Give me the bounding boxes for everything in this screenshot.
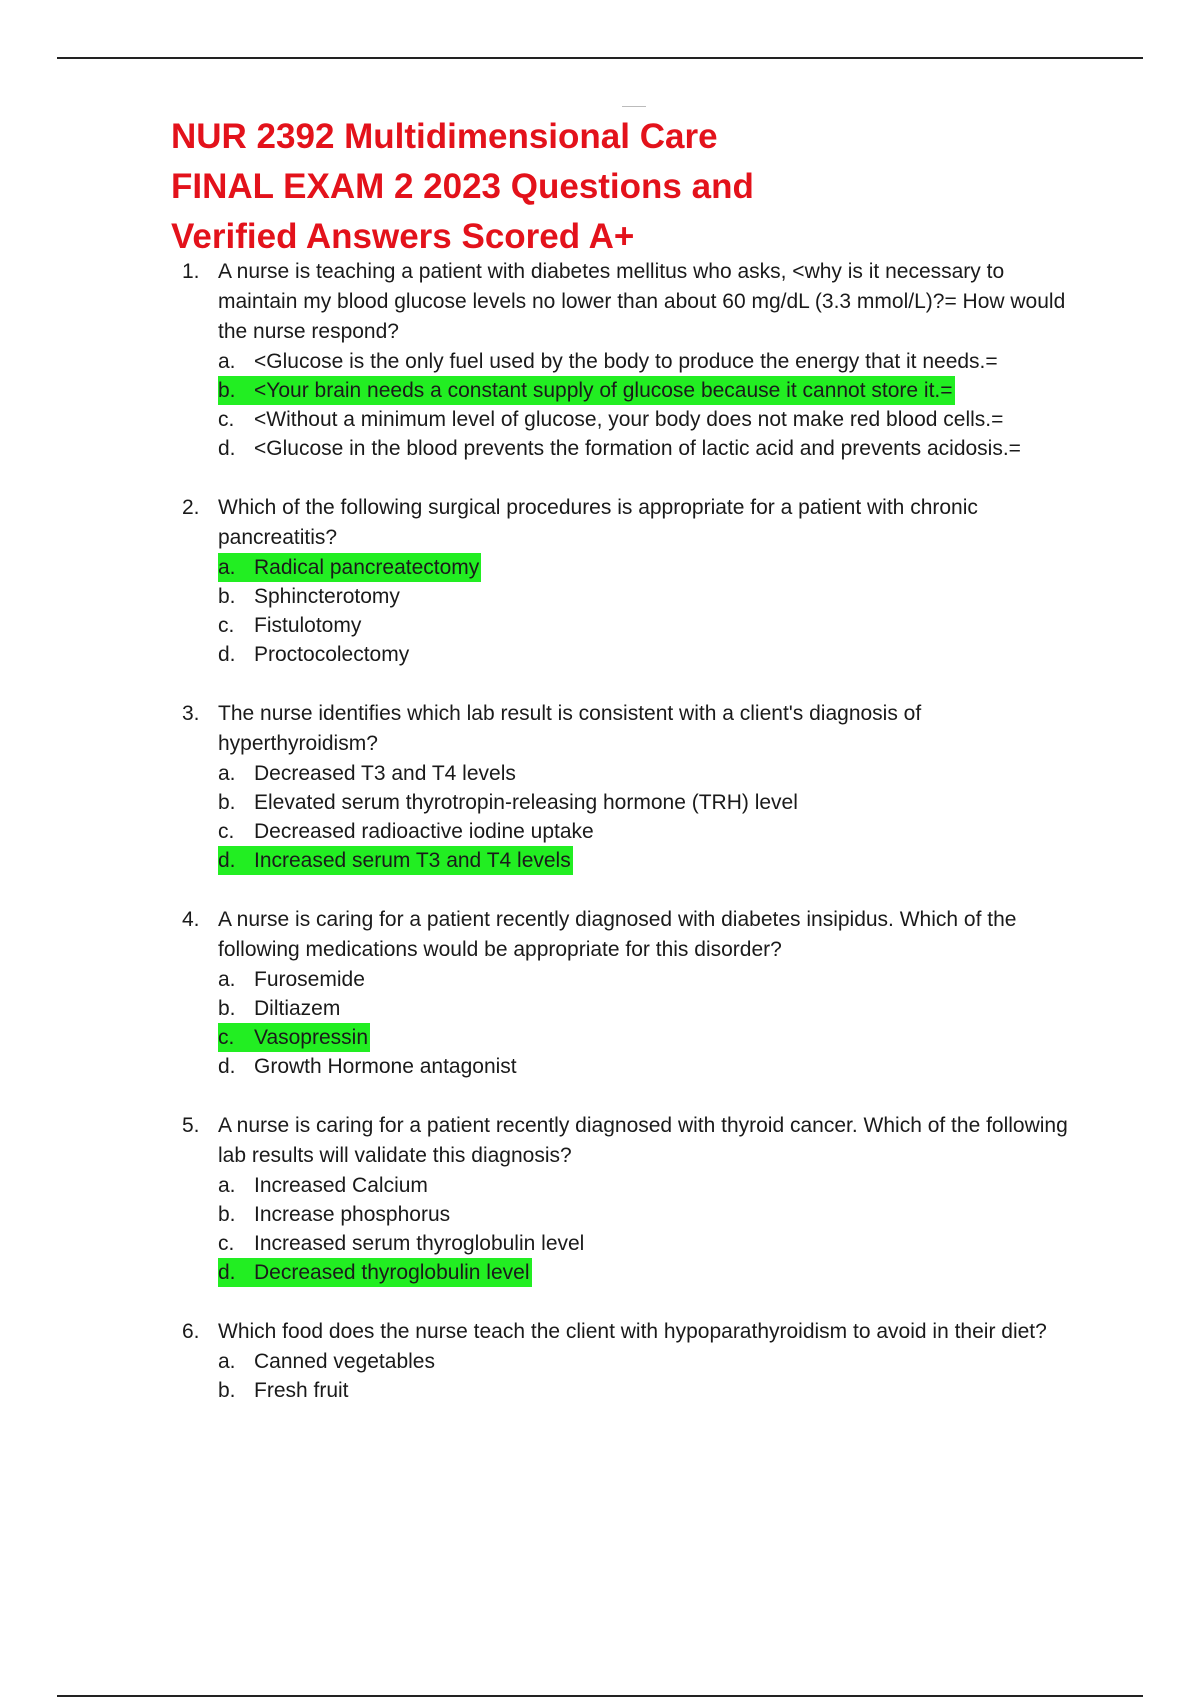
question-text: Which food does the nurse teach the client with hypoparathyroidism to avoid in their diet? <box>218 1320 1047 1343</box>
answer-options <box>218 759 1200 875</box>
answer-option-b <box>218 582 1200 611</box>
answer-option-a <box>218 1171 1200 1200</box>
answer-option-a <box>218 965 1200 994</box>
answer-option-c-correct <box>218 1023 1200 1052</box>
option-letter: b. <box>218 997 236 1020</box>
option-text: Increased serum thyroglobulin level <box>254 1232 585 1255</box>
option-text: Radical pancreatectomy <box>254 556 480 579</box>
answer-option-b <box>218 1376 1200 1405</box>
option-content <box>218 347 1000 376</box>
option-text: Fresh fruit <box>254 1379 349 1402</box>
document-title <box>171 112 871 262</box>
answer-option-d <box>218 640 1200 669</box>
correct-answer-highlight <box>218 846 573 875</box>
option-text: Decreased thyroglobulin level <box>254 1261 530 1284</box>
question-3 <box>0 699 1200 875</box>
option-text: Vasopressin <box>254 1026 369 1049</box>
option-text: Decreased T3 and T4 levels <box>254 762 516 785</box>
option-letter: b. <box>218 791 236 814</box>
option-letter: c. <box>218 408 235 431</box>
option-text: <Glucose in the blood prevents the formation of lactic acid and prevents acidosis.= <box>254 437 1021 460</box>
option-text: Sphincterotomy <box>254 585 400 608</box>
option-content <box>218 788 800 817</box>
option-letter: c. <box>218 820 235 843</box>
answer-option-c <box>218 817 1200 846</box>
question-text: A nurse is teaching a patient with diabetes mellitus who asks, <why is it necessary to maintain my blood glucose levels no lower than about 60 mg/dL (3.3 mmol/L)?= How would the nurse respond? <box>218 260 1066 343</box>
question-6 <box>0 1317 1200 1405</box>
option-letter: a. <box>218 556 236 579</box>
option-text: Fistulotomy <box>254 614 362 637</box>
option-text: Elevated serum thyrotropin-releasing hormone (TRH) level <box>254 791 798 814</box>
option-content <box>218 1052 519 1081</box>
option-content <box>218 759 518 788</box>
question-text: The nurse identifies which lab result is consistent with a client's diagnosis of hyperthyroidism? <box>218 702 922 755</box>
option-content <box>218 1229 586 1258</box>
option-letter: a. <box>218 968 236 991</box>
answer-option-a-correct <box>218 553 1200 582</box>
title-line-3: Verified Answers Scored A+ <box>171 217 635 256</box>
question-text: Which of the following surgical procedures is appropriate for a patient with chronic pancreatitis? <box>218 496 978 549</box>
option-content <box>218 405 1005 434</box>
option-letter: d. <box>218 643 236 666</box>
answer-option-b-correct <box>218 376 1200 405</box>
answer-option-a <box>218 1347 1200 1376</box>
question-number: 6. <box>182 1320 200 1343</box>
option-text: Proctocolectomy <box>254 643 410 666</box>
answer-option-c <box>218 1229 1200 1258</box>
option-content <box>218 640 411 669</box>
option-text: Increased Calcium <box>254 1174 428 1197</box>
answer-options <box>218 1347 1200 1405</box>
option-letter: a. <box>218 350 236 373</box>
option-letter: b. <box>218 585 236 608</box>
option-text: <Without a minimum level of glucose, your body does not make red blood cells.= <box>254 408 1004 431</box>
question-number: 5. <box>182 1114 200 1137</box>
answer-option-c <box>218 611 1200 640</box>
option-letter: a. <box>218 1350 236 1373</box>
option-text: Growth Hormone antagonist <box>254 1055 517 1078</box>
option-content <box>218 611 363 640</box>
answer-option-a <box>218 347 1200 376</box>
option-letter: c. <box>218 1026 235 1049</box>
header-mark <box>622 106 646 107</box>
question-number: 2. <box>182 496 200 519</box>
question-text: A nurse is caring for a patient recently diagnosed with diabetes insipidus. Which of the following medications would be appropriate for this disorder? <box>218 908 1017 961</box>
answer-option-a <box>218 759 1200 788</box>
bottom-divider <box>57 1695 1143 1697</box>
option-text: <Your brain needs a constant supply of glucose because it cannot store it.= <box>254 379 953 402</box>
question-5 <box>0 1111 1200 1287</box>
question-number: 3. <box>182 702 200 725</box>
option-letter: d. <box>218 437 236 460</box>
question-list <box>0 257 1200 1435</box>
option-letter: a. <box>218 1174 236 1197</box>
option-content <box>218 582 402 611</box>
option-letter: d. <box>218 1261 236 1284</box>
option-content <box>218 1376 351 1405</box>
answer-option-b <box>218 1200 1200 1229</box>
question-number: 4. <box>182 908 200 931</box>
option-letter: d. <box>218 849 236 872</box>
option-content <box>218 1171 430 1200</box>
title-line-1: NUR 2392 Multidimensional Care <box>171 117 718 156</box>
answer-option-d <box>218 1052 1200 1081</box>
option-text: Diltiazem <box>254 997 341 1020</box>
answer-option-d-correct <box>218 1258 1200 1287</box>
question-number: 1. <box>182 260 200 283</box>
option-text: Increase phosphorus <box>254 1203 451 1226</box>
option-letter: d. <box>218 1055 236 1078</box>
top-divider <box>57 57 1143 59</box>
option-text: Furosemide <box>254 968 365 991</box>
option-content <box>218 1200 452 1229</box>
answer-option-b <box>218 994 1200 1023</box>
answer-options <box>218 1171 1200 1287</box>
correct-answer-highlight <box>218 553 481 582</box>
question-4 <box>0 905 1200 1081</box>
answer-options <box>218 347 1200 463</box>
title-line-2: FINAL EXAM 2 2023 Questions and <box>171 167 754 206</box>
option-letter: b. <box>218 1379 236 1402</box>
option-content <box>218 994 342 1023</box>
option-content <box>218 817 596 846</box>
option-text: Increased serum T3 and T4 levels <box>254 849 571 872</box>
correct-answer-highlight <box>218 376 955 405</box>
option-letter: b. <box>218 379 236 402</box>
answer-option-d <box>218 434 1200 463</box>
question-1 <box>0 257 1200 463</box>
option-content <box>218 1347 437 1376</box>
option-text: <Glucose is the only fuel used by the body to produce the energy that it needs.= <box>254 350 998 373</box>
correct-answer-highlight <box>218 1258 532 1287</box>
answer-options <box>218 553 1200 669</box>
option-letter: c. <box>218 1232 235 1255</box>
answer-option-b <box>218 788 1200 817</box>
answer-options <box>218 965 1200 1081</box>
option-letter: a. <box>218 762 236 785</box>
answer-option-c <box>218 405 1200 434</box>
option-content <box>218 965 367 994</box>
correct-answer-highlight <box>218 1023 370 1052</box>
option-text: Decreased radioactive iodine uptake <box>254 820 594 843</box>
option-content <box>218 434 1023 463</box>
answer-option-d-correct <box>218 846 1200 875</box>
question-text: A nurse is caring for a patient recently diagnosed with thyroid cancer. Which of the following lab results will validate this diagnosis? <box>218 1114 1068 1167</box>
question-2 <box>0 493 1200 669</box>
option-letter: b. <box>218 1203 236 1226</box>
option-text: Canned vegetables <box>254 1350 435 1373</box>
option-letter: c. <box>218 614 235 637</box>
